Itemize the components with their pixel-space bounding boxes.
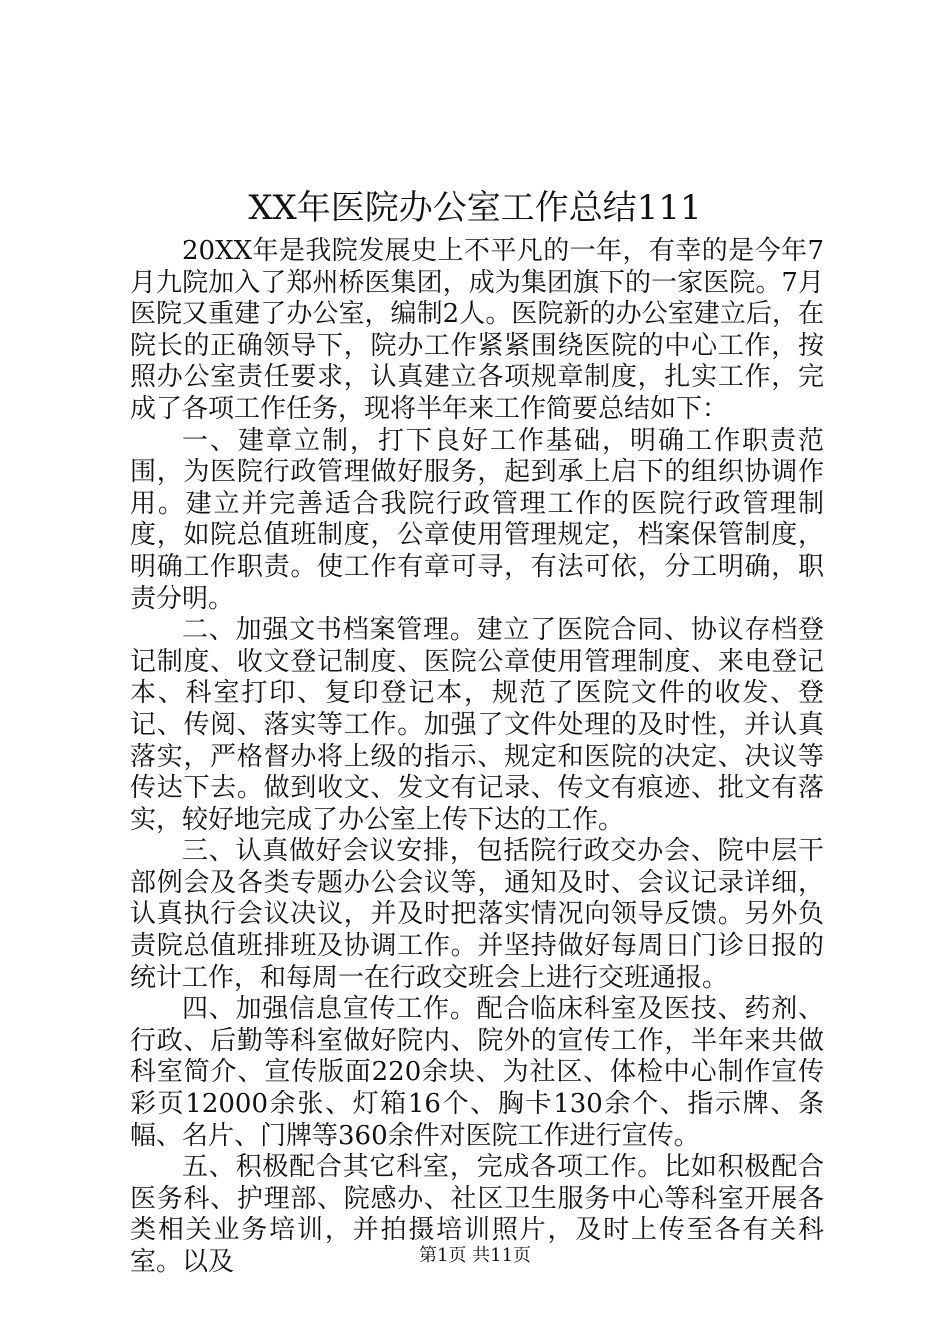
page-footer: 第1页 共11页 xyxy=(418,1245,532,1266)
paragraph-section-5: 五、积极配合其它科室，完成各项工作。比如积极配合医务科、护理部、院感办、社区卫生服务中心等科室开展各类相关业务培训，并拍摄培训照片，及时上传至各有关科室。以及 xyxy=(130,1152,824,1277)
paragraph-section-2: 二、加强文书档案管理。建立了医院合同、协议存档登记制度、收文登记制度、医院公章使用管理制度、来电登记本、科室打印、复印登记本，规范了医院文件的收发、登记、传阅、落实等工作。加强了文件处理的及时性，并认真落实，严格督办将上级的指示、规定和医院的决定、决议等传达下去。做到收文、发文有记录、传文有痕迹、批文有落实，较好地完成了办公室上传下达的工作。 xyxy=(130,615,824,835)
document-body xyxy=(130,236,824,1279)
paragraph-section-3: 三、认真做好会议安排，包括院行政交办会、院中层干部例会及各类专题办公会议等，通知及时、会议记录详细，认真执行会议决议，并及时把落实情况向领导反馈。另外负责院总值班排班及协调工作。并坚持做好每周日门诊日报的统计工作，和每周一在行政交班会上进行交班通报。 xyxy=(130,836,824,993)
document-title: XX年医院办公室工作总结111 xyxy=(248,188,702,228)
paragraph-section-4: 四、加强信息宣传工作。配合临床科室及医技、药剂、行政、后勤等科室做好院内、院外的宣传工作，半年来共做科室简介、宣传版面220余块、为社区、体检中心制作宣传彩页12000余张、灯箱16个、胸卡130余个、指示牌、条幅、名片、门牌等360余件对医院工作进行宣传。 xyxy=(130,994,824,1151)
paragraph-section-1: 一、建章立制，打下良好工作基础，明确工作职责范围，为医院行政管理做好服务，起到承上启下的组织协调作用。建立并完善适合我院行政管理工作的医院行政管理制度，如院总值班制度，公章使用管理规定，档案保管制度，明确工作职责。使工作有章可寻，有法可依，分工明确，职责分明。 xyxy=(130,425,824,614)
paragraph-intro: 20XX年是我院发展史上不平凡的一年，有幸的是今年7月九院加入了郑州桥医集团，成为集团旗下的一家医院。7月医院又重建了办公室，编制2人。医院新的办公室建立后，在院长的正确领导下，院办工作紧紧围绕医院的中心工作，按照办公室责任要求，认真建立各项规章制度，扎实工作，完成了各项工作任务，现将半年来工作简要总结如下： xyxy=(130,236,824,424)
